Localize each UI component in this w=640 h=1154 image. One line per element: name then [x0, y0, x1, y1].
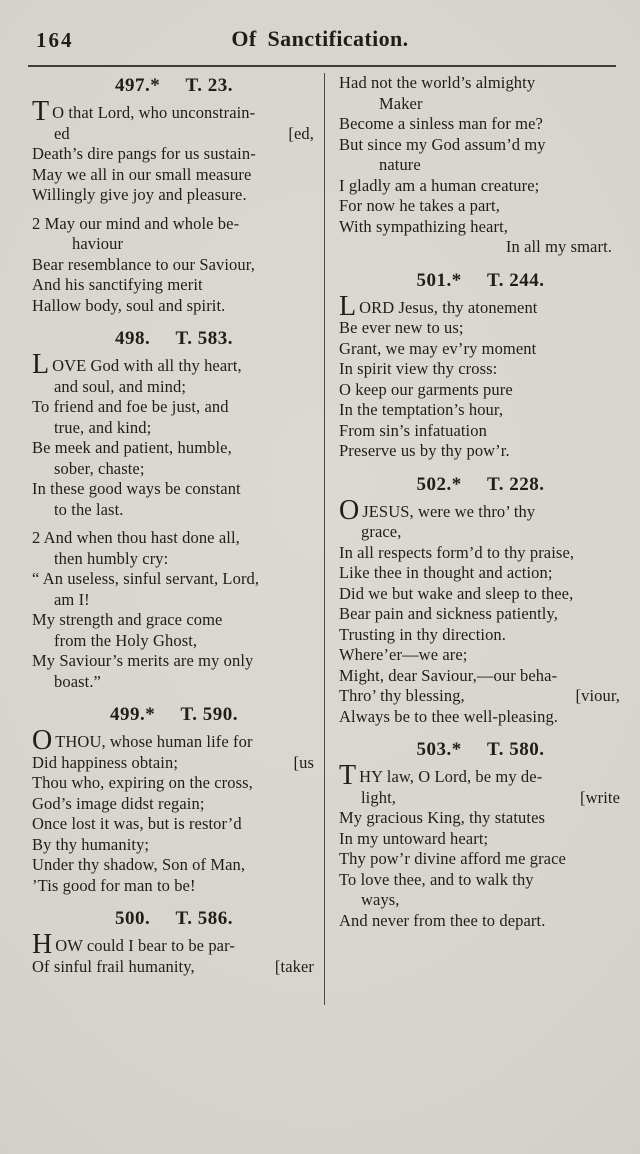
- verse-line: But since my God assum’d my: [339, 134, 546, 154]
- hymn-heading: [339, 739, 622, 761]
- right-column: [324, 73, 622, 1005]
- verse-line: Might, dear Saviour,—our beha-: [339, 665, 558, 685]
- hymn-500-continued: [339, 73, 622, 258]
- verse-line: sober, chaste;: [54, 458, 145, 478]
- catchword: [write: [580, 787, 620, 807]
- verse-line: [339, 788, 622, 809]
- verse-line: With sympathizing heart,: [339, 216, 508, 236]
- catchword: [viour,: [575, 686, 620, 705]
- verse-line: My strength and grace come: [32, 610, 223, 629]
- verse-line: May we all in our small measure: [32, 164, 252, 184]
- verse-line: And never from thee to depart.: [339, 910, 546, 930]
- verse-line: Had not the world’s almighty: [339, 73, 536, 92]
- verse-line: ways,: [361, 890, 400, 909]
- verse-line: am I!: [54, 589, 90, 609]
- verse-line: [32, 96, 316, 127]
- verse-line: Death’s dire pangs for us sustain-: [32, 144, 256, 163]
- verse-line: and soul, and mind;: [54, 376, 187, 396]
- verse-line: “ An useless, sinful servant, Lord,: [32, 569, 260, 588]
- hymn-500: [32, 908, 316, 977]
- verse-line: to the last.: [54, 499, 124, 519]
- drop-cap: T: [339, 760, 358, 791]
- verse-text: ed: [54, 123, 70, 143]
- hymn-number: 499.*: [109, 704, 156, 725]
- catchword: [ed,: [288, 123, 314, 143]
- verse-line: Where’er—we are;: [339, 645, 468, 664]
- hymn-497: [32, 75, 316, 316]
- verse-line: [32, 753, 316, 774]
- verse-text: JESUS, were we thro’ thy: [362, 501, 536, 521]
- verse-line: In my untoward heart;: [339, 828, 489, 848]
- page-title: Of Sanctification.: [231, 26, 409, 51]
- verse-line: [339, 290, 622, 322]
- hymn-tune: T. 244.: [486, 269, 545, 291]
- verse-line: Thou who, expiring on the cross,: [32, 773, 253, 792]
- verse-line: [339, 760, 622, 791]
- verse-line: Be ever new to us;: [339, 318, 464, 337]
- verse-line: [339, 494, 622, 526]
- hymn-502: [339, 474, 622, 728]
- verse-line: In all my smart.: [505, 237, 612, 256]
- verse-line: By thy humanity;: [32, 834, 150, 854]
- verse-line: 2 May our mind and whole be-: [32, 213, 240, 233]
- catchword: [taker: [274, 956, 314, 976]
- verse-line: Always be to thee well-pleasing.: [339, 706, 559, 726]
- drop-cap: T: [32, 96, 51, 127]
- verse-line: And his sanctifying merit: [32, 275, 203, 294]
- hymn-number: 498.: [114, 328, 151, 349]
- verse-line: Bear resemblance to our Saviour,: [32, 254, 255, 274]
- verse-line: Under thy shadow, Son of Man,: [32, 855, 246, 874]
- verse-line: ’Tis good for man to be!: [32, 875, 196, 895]
- verse-text: OW could I bear to be par-: [55, 936, 235, 955]
- verse-line: Thy pow’r divine afford me grace: [339, 849, 566, 868]
- verse-line: In these good ways be constant: [32, 479, 241, 498]
- verse-line: true, and kind;: [54, 417, 152, 437]
- hymn-tune: T. 590.: [180, 704, 238, 725]
- hymn-heading: [339, 270, 622, 292]
- hymn-499: [32, 704, 316, 896]
- hymn-heading: [32, 704, 316, 726]
- page-header: [0, 0, 640, 58]
- verse-text: Did happiness obtain;: [32, 752, 178, 772]
- hymn-tune: T. 228.: [486, 473, 545, 495]
- verse-line: In the temptation’s hour,: [339, 400, 504, 419]
- verse-line: [32, 957, 316, 978]
- verse-text: THOU, whose human life for: [55, 732, 253, 751]
- hymn-number: 500.: [114, 908, 151, 929]
- hymn-498: [32, 328, 316, 692]
- catchword: [us: [293, 752, 314, 772]
- verse-line: In all respects form’d to thy praise,: [339, 542, 575, 562]
- verse-line: grace,: [361, 522, 402, 541]
- text-columns: [0, 67, 640, 1005]
- verse-line: boast.”: [54, 671, 101, 691]
- verse-line: then humbly cry:: [54, 548, 169, 568]
- hymn-tune: T. 586.: [175, 908, 233, 929]
- drop-cap: O: [32, 725, 54, 756]
- hymn-number: 503.*: [416, 739, 462, 760]
- verse-line: My Saviour’s merits are my only: [32, 651, 254, 670]
- verse-line: haviour: [72, 234, 124, 253]
- verse-line: Bear pain and sickness patiently,: [339, 604, 558, 623]
- hymn-heading: [32, 328, 316, 350]
- verse-line: For now he takes a part,: [339, 196, 500, 215]
- verse-text: Of sinful frail humanity,: [32, 956, 195, 976]
- verse-line: [32, 725, 316, 756]
- verse-line: [32, 124, 316, 145]
- verse-line: God’s image didst regain;: [32, 793, 205, 813]
- drop-cap: L: [339, 290, 358, 322]
- hymn-heading: [32, 908, 316, 930]
- verse-line: Preserve us by thy pow’r.: [339, 441, 510, 460]
- verse-text: ORD Jesus, thy atonement: [359, 297, 538, 317]
- verse-line: Grant, we may ev’ry moment: [339, 338, 537, 358]
- verse-line: My gracious King, thy statutes: [339, 808, 546, 827]
- verse-text: OVE God with all thy heart,: [52, 356, 242, 375]
- hymn-tune: T. 580.: [486, 739, 545, 760]
- hymn-tune: T. 583.: [175, 328, 233, 349]
- verse-line: Did we but wake and sleep to thee,: [339, 583, 574, 603]
- drop-cap: H: [32, 929, 54, 960]
- verse-line: In spirit view thy cross:: [339, 359, 498, 378]
- verse-line: I gladly am a human creature;: [339, 175, 540, 195]
- hymn-heading: [339, 474, 622, 496]
- verse-line: Willingly give joy and pleasure.: [32, 185, 247, 204]
- verse-line: Maker: [379, 93, 423, 113]
- verse-line: To love thee, and to walk thy: [339, 869, 534, 889]
- hymn-heading: [32, 75, 316, 97]
- verse-line: Trusting in thy direction.: [339, 624, 506, 644]
- drop-cap: L: [32, 349, 51, 380]
- verse-line: nature: [379, 155, 421, 174]
- left-column: [32, 73, 324, 1005]
- verse-line: [339, 686, 622, 707]
- verse-text: HY law, O Lord, be my de-: [359, 767, 543, 786]
- drop-cap: O: [339, 494, 361, 526]
- verse-line: 2 And when thou hast done all,: [32, 528, 240, 547]
- hymn-number: 501.*: [416, 269, 462, 291]
- verse-line: From sin’s infatuation: [339, 420, 487, 440]
- page-number: 164: [36, 28, 74, 52]
- hymn-501: [339, 270, 622, 462]
- verse-line: from the Holy Ghost,: [54, 630, 198, 650]
- verse-text: Thro’ thy blessing,: [339, 686, 465, 705]
- verse-line: [32, 929, 316, 960]
- verse-line: Hallow body, soul and spirit.: [32, 295, 226, 315]
- verse-line: [32, 349, 316, 380]
- hymn-number: 497.*: [114, 75, 161, 96]
- verse-text: O that Lord, who unconstrain-: [52, 103, 256, 122]
- hymn-number: 502.*: [416, 473, 462, 495]
- verse-text: light,: [361, 787, 396, 807]
- verse-line: O keep our garments pure: [339, 379, 513, 399]
- verse-line: Be meek and patient, humble,: [32, 438, 232, 457]
- hymn-503: [339, 739, 622, 931]
- hymn-tune: T. 23.: [185, 75, 233, 96]
- verse-line: Become a sinless man for me?: [339, 114, 543, 133]
- verse-line: Like thee in thought and action;: [339, 563, 553, 582]
- verse-line: To friend and foe be just, and: [32, 397, 229, 416]
- verse-line: Once lost it was, but is restor’d: [32, 814, 242, 833]
